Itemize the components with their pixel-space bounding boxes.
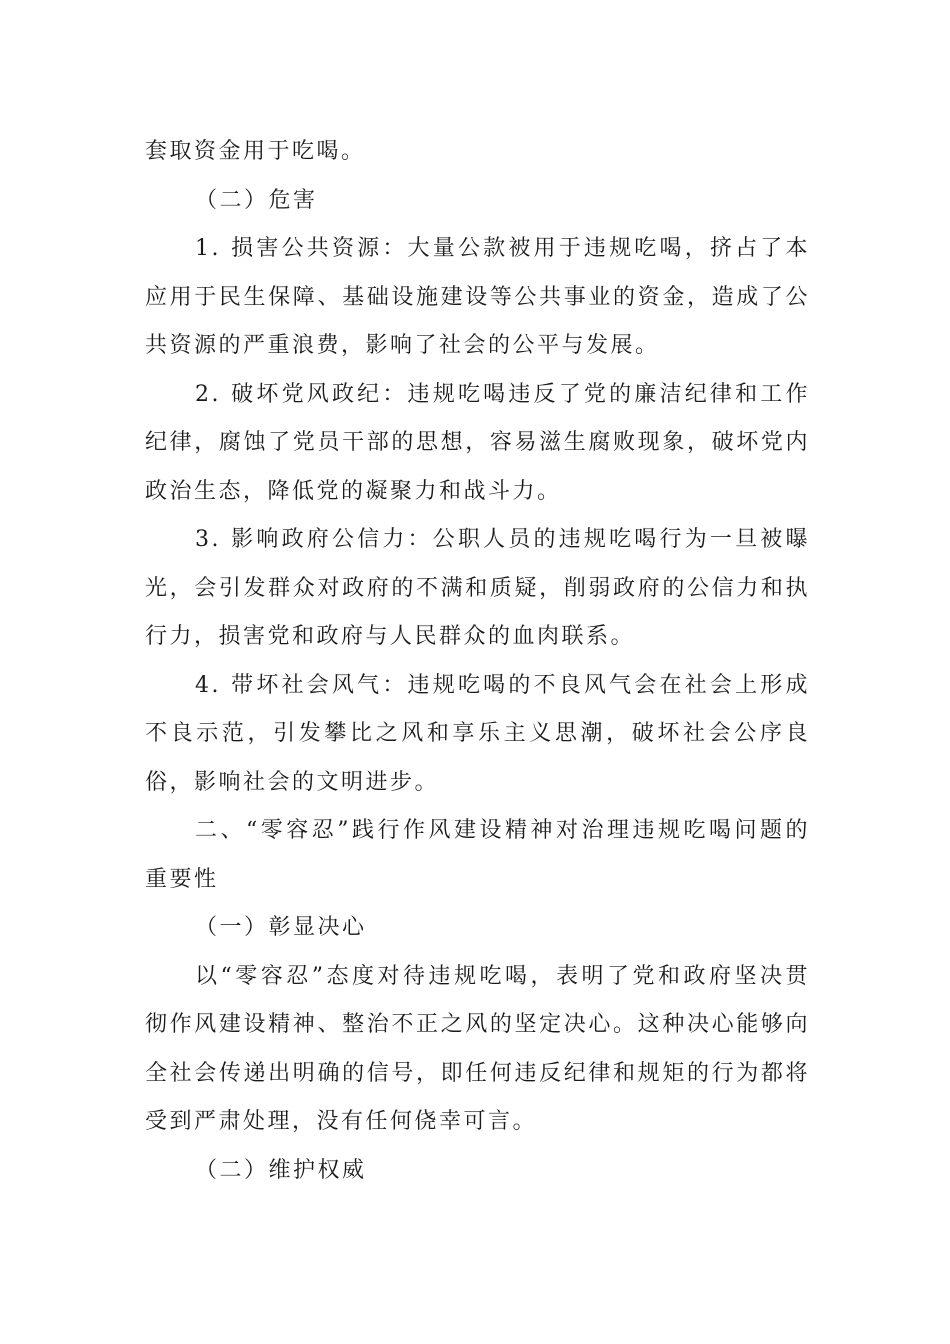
subheading-authority: （二）维护权威 xyxy=(195,1157,367,1183)
paragraph-continuation: 套取资金用于吃喝。 xyxy=(145,139,366,164)
paragraph-item-1: 1. 损害公共资源：大量公款被用于违规吃喝，挤占了本应用于民生保障、基础设施建设等公共事业的资金，造成了公共资源的严重浪费，影响了社会的公平与发展。 xyxy=(145,236,810,358)
subheading-determination: （一）彰显决心 xyxy=(195,915,367,940)
document-body xyxy=(145,128,810,1195)
paragraph-determination: 以“零容忍”态度对待违规吃喝，表明了党和政府坚决贯彻作风建设精神、整治不正之风的坚定决心。这种决心能够向全社会传递出明确的信号，即任何违反纪律和规矩的行为都将受到严肃处理，没有任何侥幸可言。 xyxy=(145,963,810,1134)
subheading-harm: （二）危害 xyxy=(195,187,318,213)
paragraph-item-4: 4. 带坏社会风气：违规吃喝的不良风气会在社会上形成不良示范，引发攀比之风和享乐主义思潮，破坏社会公序良俗，影响社会的文明进步。 xyxy=(145,672,810,795)
section-heading-2: 二、“零容忍”践行作风建设精神对治理违规吃喝问题的重要性 xyxy=(145,818,810,892)
paragraph-item-2: 2. 破坏党风政纪：违规吃喝违反了党的廉洁纪律和工作纪律，腐蚀了党员干部的思想，容易滋生腐败现象，破坏党内政治生态，降低党的凝聚力和战斗力。 xyxy=(145,381,810,504)
paragraph-item-3: 3. 影响政府公信力：公职人员的违规吃喝行为一旦被曝光，会引发群众对政府的不满和质疑，削弱政府的公信力和执行力，损害党和政府与人民群众的血肉联系。 xyxy=(145,527,810,649)
